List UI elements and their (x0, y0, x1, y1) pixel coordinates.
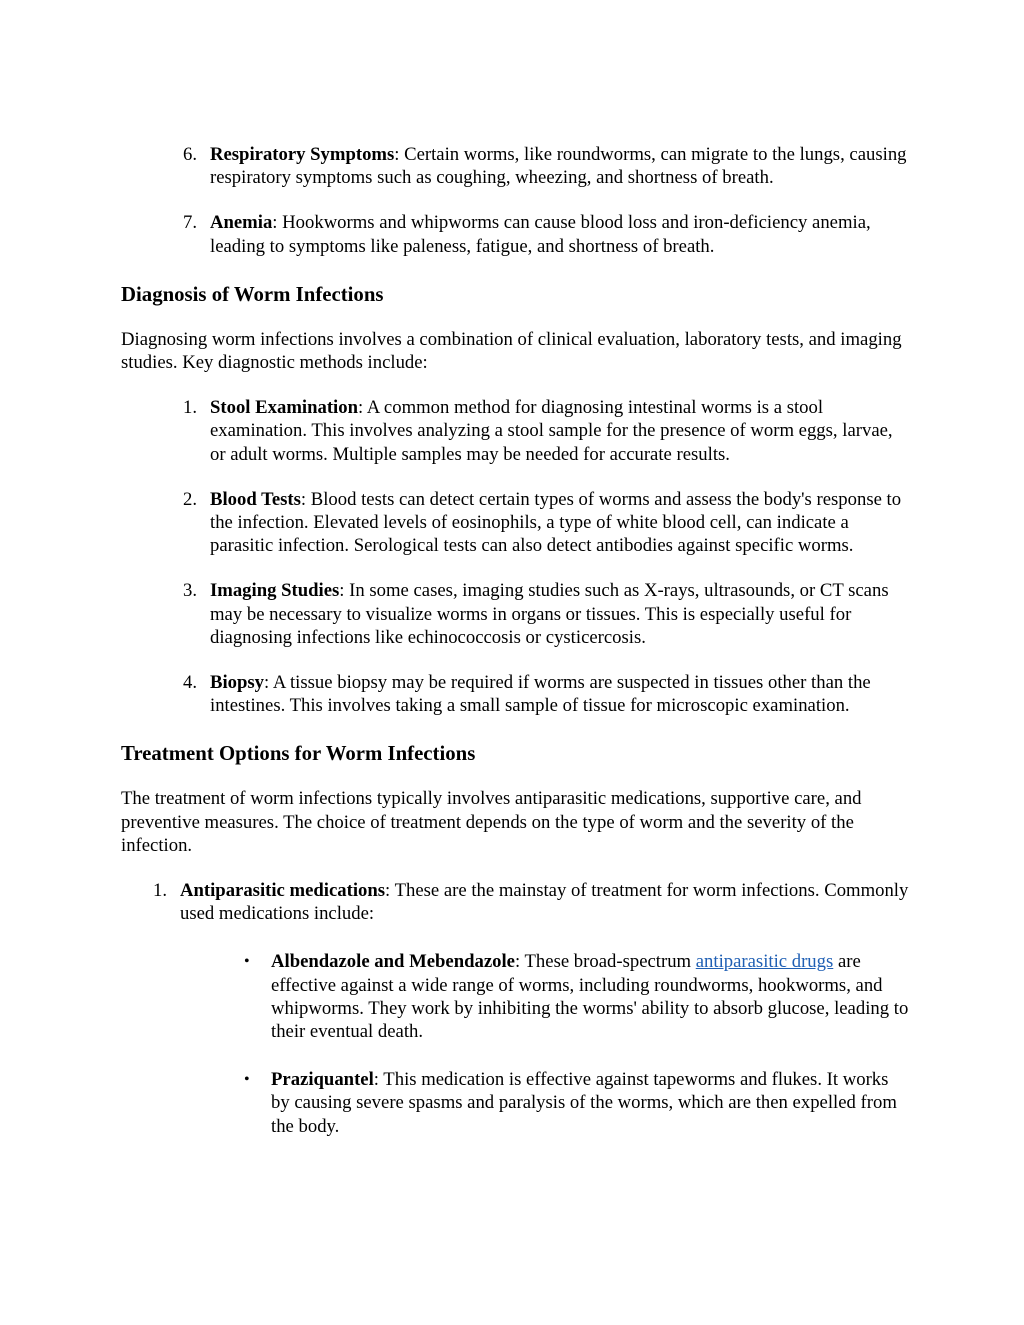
list-text: : These are the mainstay of treatment for worm infections. Commonly used medications include: (180, 880, 909, 925)
list-item (121, 879, 911, 925)
list-number: 2. (182, 488, 197, 510)
list-term: Imaging Studies (210, 580, 340, 602)
list-number: 7. (182, 212, 197, 234)
list-term: Stool Examination (210, 397, 358, 419)
list-term: Blood Tests (210, 488, 301, 510)
list-term: Biopsy (210, 672, 265, 694)
diagnosis-intro: Diagnosing worm infections involves a combination of clinical evaluation, laboratory tests, and imaging studies. Key diagnostic methods include: (121, 328, 902, 374)
list-term: Anemia (210, 212, 273, 234)
list-text: : Blood tests can detect certain types of worms and assess the body's response to the infection. Elevated levels of eosinophils, a type of white blood cell, can indicate a parasitic infection. Serological tests can also detect antibodies against specific worms. (210, 488, 902, 557)
list-text: : A common method for diagnosing intestinal worms is a stool examination. This involves analyzing a stool sample for the presence of worm eggs, larvae, or adult worms. Multiple samples may be needed for accurate results. (210, 397, 893, 465)
list-term: Antiparasitic medications (180, 880, 386, 902)
bullet-icon: • (244, 1071, 250, 1089)
section-heading-diagnosis: Diagnosis of Worm Infections (121, 282, 384, 306)
section-heading-treatment: Treatment Options for Worm Infections (121, 742, 476, 766)
antiparasitic-drugs-link[interactable]: antiparasitic drugs (695, 951, 834, 973)
list-number: 4. (182, 672, 197, 694)
bullet-text: : This medication is effective against tapeworms and flukes. It works by causing severe spasms and paralysis of the worms, which are then expelled from the body. (271, 1069, 897, 1137)
bullet-text: : These broad-spectrum (514, 951, 696, 973)
list-term: Respiratory Symptoms (210, 144, 395, 165)
list-number: 3. (182, 580, 197, 602)
list-text: : In some cases, imaging studies such as X-rays, ultrasounds, or CT scans may be necessary to visualize worms in organs or tissues. This is especially useful for diagnosing infections like echinococcosis or cysticercosis. (210, 580, 889, 648)
list-text: : A tissue biopsy may be required if worms are suspected in tissues other than the intestines. This involves taking a small sample of tissue for microscopic examination. (210, 672, 871, 717)
list-text: : Hookworms and whipworms can cause blood loss and iron-deficiency anemia, leading to symptoms like paleness, fatigue, and shortness of breath. (210, 212, 871, 257)
list-number: 1. (152, 880, 167, 902)
list-item (121, 488, 911, 558)
bullet-term: Albendazole and Mebendazole (271, 951, 515, 973)
list-item (121, 143, 911, 189)
list-text: : Certain worms, like roundworms, can migrate to the lungs, causing respiratory symptoms such as coughing, wheezing, and shortness of breath. (210, 144, 907, 189)
bullet-item (121, 1068, 911, 1138)
list-item (121, 396, 911, 466)
list-item (121, 579, 911, 649)
bullet-term: Praziquantel (271, 1069, 374, 1091)
document-page (121, 143, 911, 1138)
list-item (121, 671, 911, 717)
list-number: 1. (182, 397, 197, 419)
list-item (121, 211, 911, 257)
bullet-item (121, 950, 911, 1043)
list-number: 6. (182, 144, 197, 165)
bullet-text: are effective against a wide range of worms, including roundworms, hookworms, and whipworms. They work by inhibiting the worms' ability to absorb glucose, leading to their eventual death. (271, 951, 909, 1043)
treatment-intro: The treatment of worm infections typically involves antiparasitic medications, supportive care, and preventive measures. The choice of treatment depends on the type of worm and the severity of the infection. (121, 788, 862, 856)
bullet-icon: • (244, 953, 250, 971)
